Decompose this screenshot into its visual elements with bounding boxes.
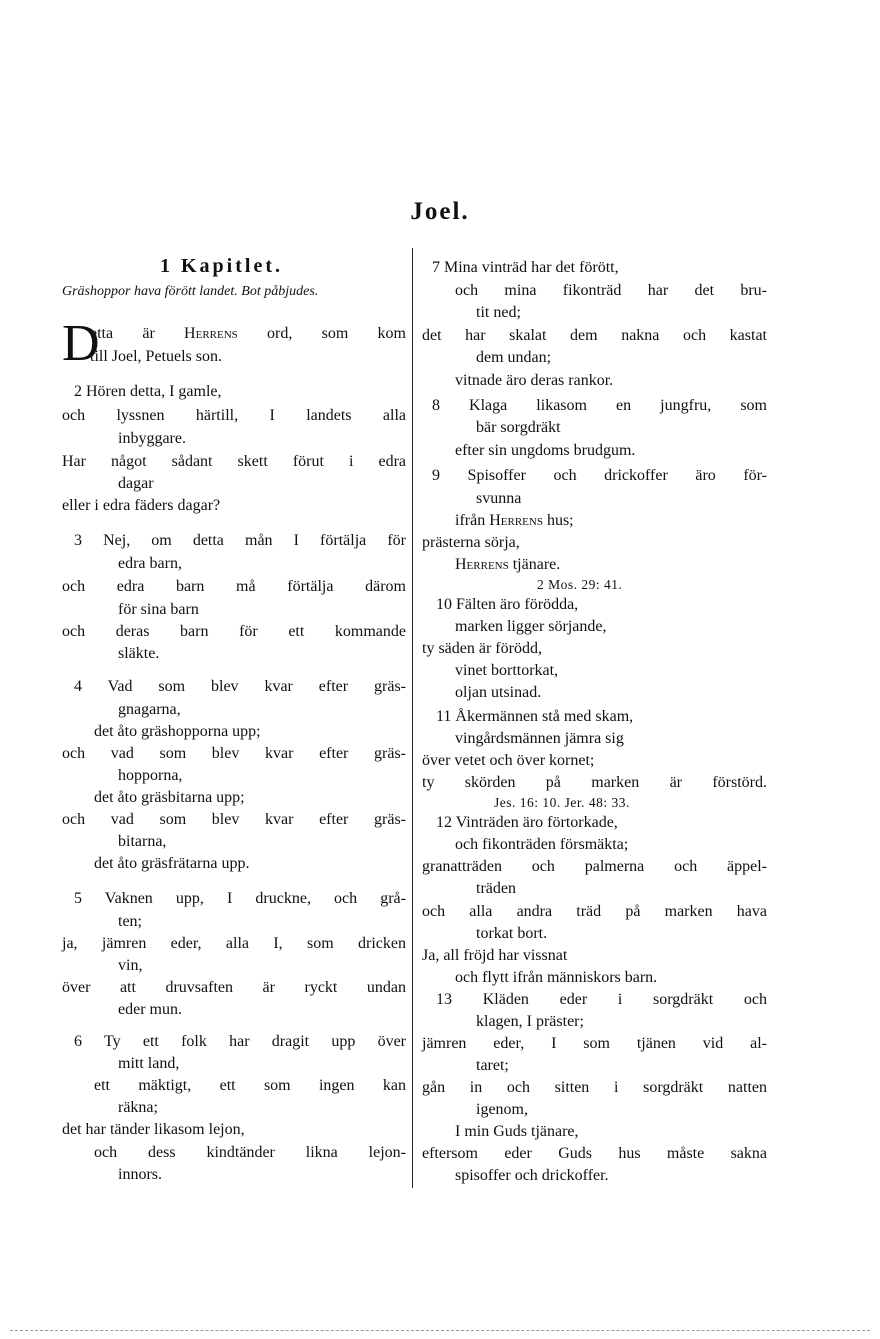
cross-reference: 2 Mos. 29: 41. [537,577,623,592]
verse-line: 8 Klaga likasom en jungfru, som [432,397,767,414]
verse-line: etta är Herrens ord, som kom [90,325,406,342]
cross-reference: Jes. 16: 10. Jer. 48: 33. [494,795,630,810]
chapter-summary: Gräshoppor hava förött landet. Bot påbjudes. [62,284,319,299]
verse-line: ja, jämren eder, alla I, som dricken [62,935,406,952]
verse-line: vin, [118,957,143,974]
verse-line: dem undan; [476,349,552,366]
verse-line: ifrån Herrens hus; [455,512,574,529]
verse-line: 6 Ty ett folk har dragit upp över [74,1033,406,1050]
verse-line: och alla andra träd på marken hava [422,903,767,920]
page-edge-rule [10,1330,870,1331]
verse-line: det åto gräsbitarna upp; [94,789,245,806]
verse-line: jämren eder, I som tjänen vid al- [422,1035,767,1052]
verse-line: vingårdsmännen jämra sig [455,730,624,747]
verse-line: oljan utsinad. [455,684,542,701]
verse-line: och mina fikonträd har det bru- [455,282,767,299]
verse-line: släkte. [118,645,160,662]
verse-line: eller i edra fäders dagar? [62,497,221,514]
verse-line: ty skörden på marken är förstörd. [422,774,767,791]
verse-line: träden [476,880,516,897]
verse-line: granatträden och palmerna och äppel- [422,858,767,875]
verse-line: ty säden är förödd, [422,640,542,657]
verse-line: 7 Mina vinträd har det förött, [432,259,619,276]
book-title: Joel. [410,198,470,225]
verse-line: Herrens tjänare. [455,556,561,573]
verse-line: och dess kindtänder likna lejon- [94,1144,406,1161]
verse-line: 10 Fälten äro förödda, [436,596,579,613]
verse-line: för sina barn [118,601,199,618]
verse-line: över vetet och över kornet; [422,752,595,769]
verse-line: gnagarna, [118,701,181,718]
verse-line: edra barn, [118,555,182,572]
verse-line: Har något sådant skett förut i edra [62,453,406,470]
verse-line: eder mun. [118,1001,182,1018]
verse-line: prästerna sörja, [422,534,520,551]
verse-line: 11 Åkermännen stå med skam, [436,708,634,725]
verse-line: ten; [118,913,142,930]
verse-line: ett mäktigt, ett som ingen kan [94,1077,406,1094]
verse-line: vinet borttorkat, [455,662,559,679]
verse-line: igenom, [476,1101,528,1118]
verse-line: vitnade äro deras rankor. [455,372,614,389]
verse-line: över att druvsaften är ryckt undan [62,979,406,996]
verse-line: inbyggare. [118,430,186,447]
verse-line: 12 Vinträden äro förtorkade, [436,814,618,831]
verse-line: och lyssnen härtill, I landets alla [62,407,406,424]
verse-line: gån in och sitten i sorgdräkt natten [422,1079,767,1096]
column-divider [412,248,413,1188]
verse-line: tit ned; [476,304,521,321]
verse-line: dagar [118,475,154,492]
verse-line: taret; [476,1057,509,1074]
verse-line: I min Guds tjänare, [455,1123,579,1140]
verse-line: och edra barn må förtälja därom [62,578,406,595]
verse-line: och flytt ifrån människors barn. [455,969,658,986]
verse-line: 4 Vad som blev kvar efter gräs- [74,678,406,695]
verse-line: bär sorgdräkt [476,419,561,436]
verse-line: spisoffer och drickoffer. [455,1167,609,1184]
verse-line: torkat bort. [476,925,548,942]
chapter-heading: 1 Kapitlet. [160,255,283,277]
verse-line: och deras barn för ett kommande [62,623,406,640]
verse-line: hopporna, [118,767,183,784]
verse-line: och vad som blev kvar efter gräs- [62,811,406,828]
verse-line: innors. [118,1166,162,1183]
verse-line: och fikonträden försmäkta; [455,836,629,853]
verse-line: till Joel, Petuels son. [90,348,222,365]
verse-line: klagen, I präster; [476,1013,584,1030]
verse-line: bitarna, [118,833,167,850]
verse-line: det har tänder likasom lejon, [62,1121,245,1138]
verse-line: 13 Kläden eder i sorgdräkt och [436,991,767,1008]
verse-line: 3 Nej, om detta mån I förtälja för [74,532,406,549]
verse-line: det åto gräshopporna upp; [94,723,261,740]
drop-cap: D [62,315,100,372]
verse-line: mitt land, [118,1055,180,1072]
verse-line: räkna; [118,1099,158,1116]
verse-line: marken ligger sörjande, [455,618,607,635]
verse-line: eftersom eder Guds hus måste sakna [422,1145,767,1162]
verse-line: 9 Spisoffer och drickoffer äro för- [432,467,767,484]
verse-line: det har skalat dem nakna och kastat [422,327,767,344]
verse-line: det åto gräsfrätarna upp. [94,855,250,872]
verse-line: och vad som blev kvar efter gräs- [62,745,406,762]
verse-line: 5 Vaknen upp, I druckne, och grå- [74,890,406,907]
verse-line: Ja, all fröjd har vissnat [422,947,568,964]
verse-line: efter sin ungdoms brudgum. [455,442,636,459]
verse-line: svunna [476,490,522,507]
verse-line: 2 Hören detta, I gamle, [74,383,222,400]
